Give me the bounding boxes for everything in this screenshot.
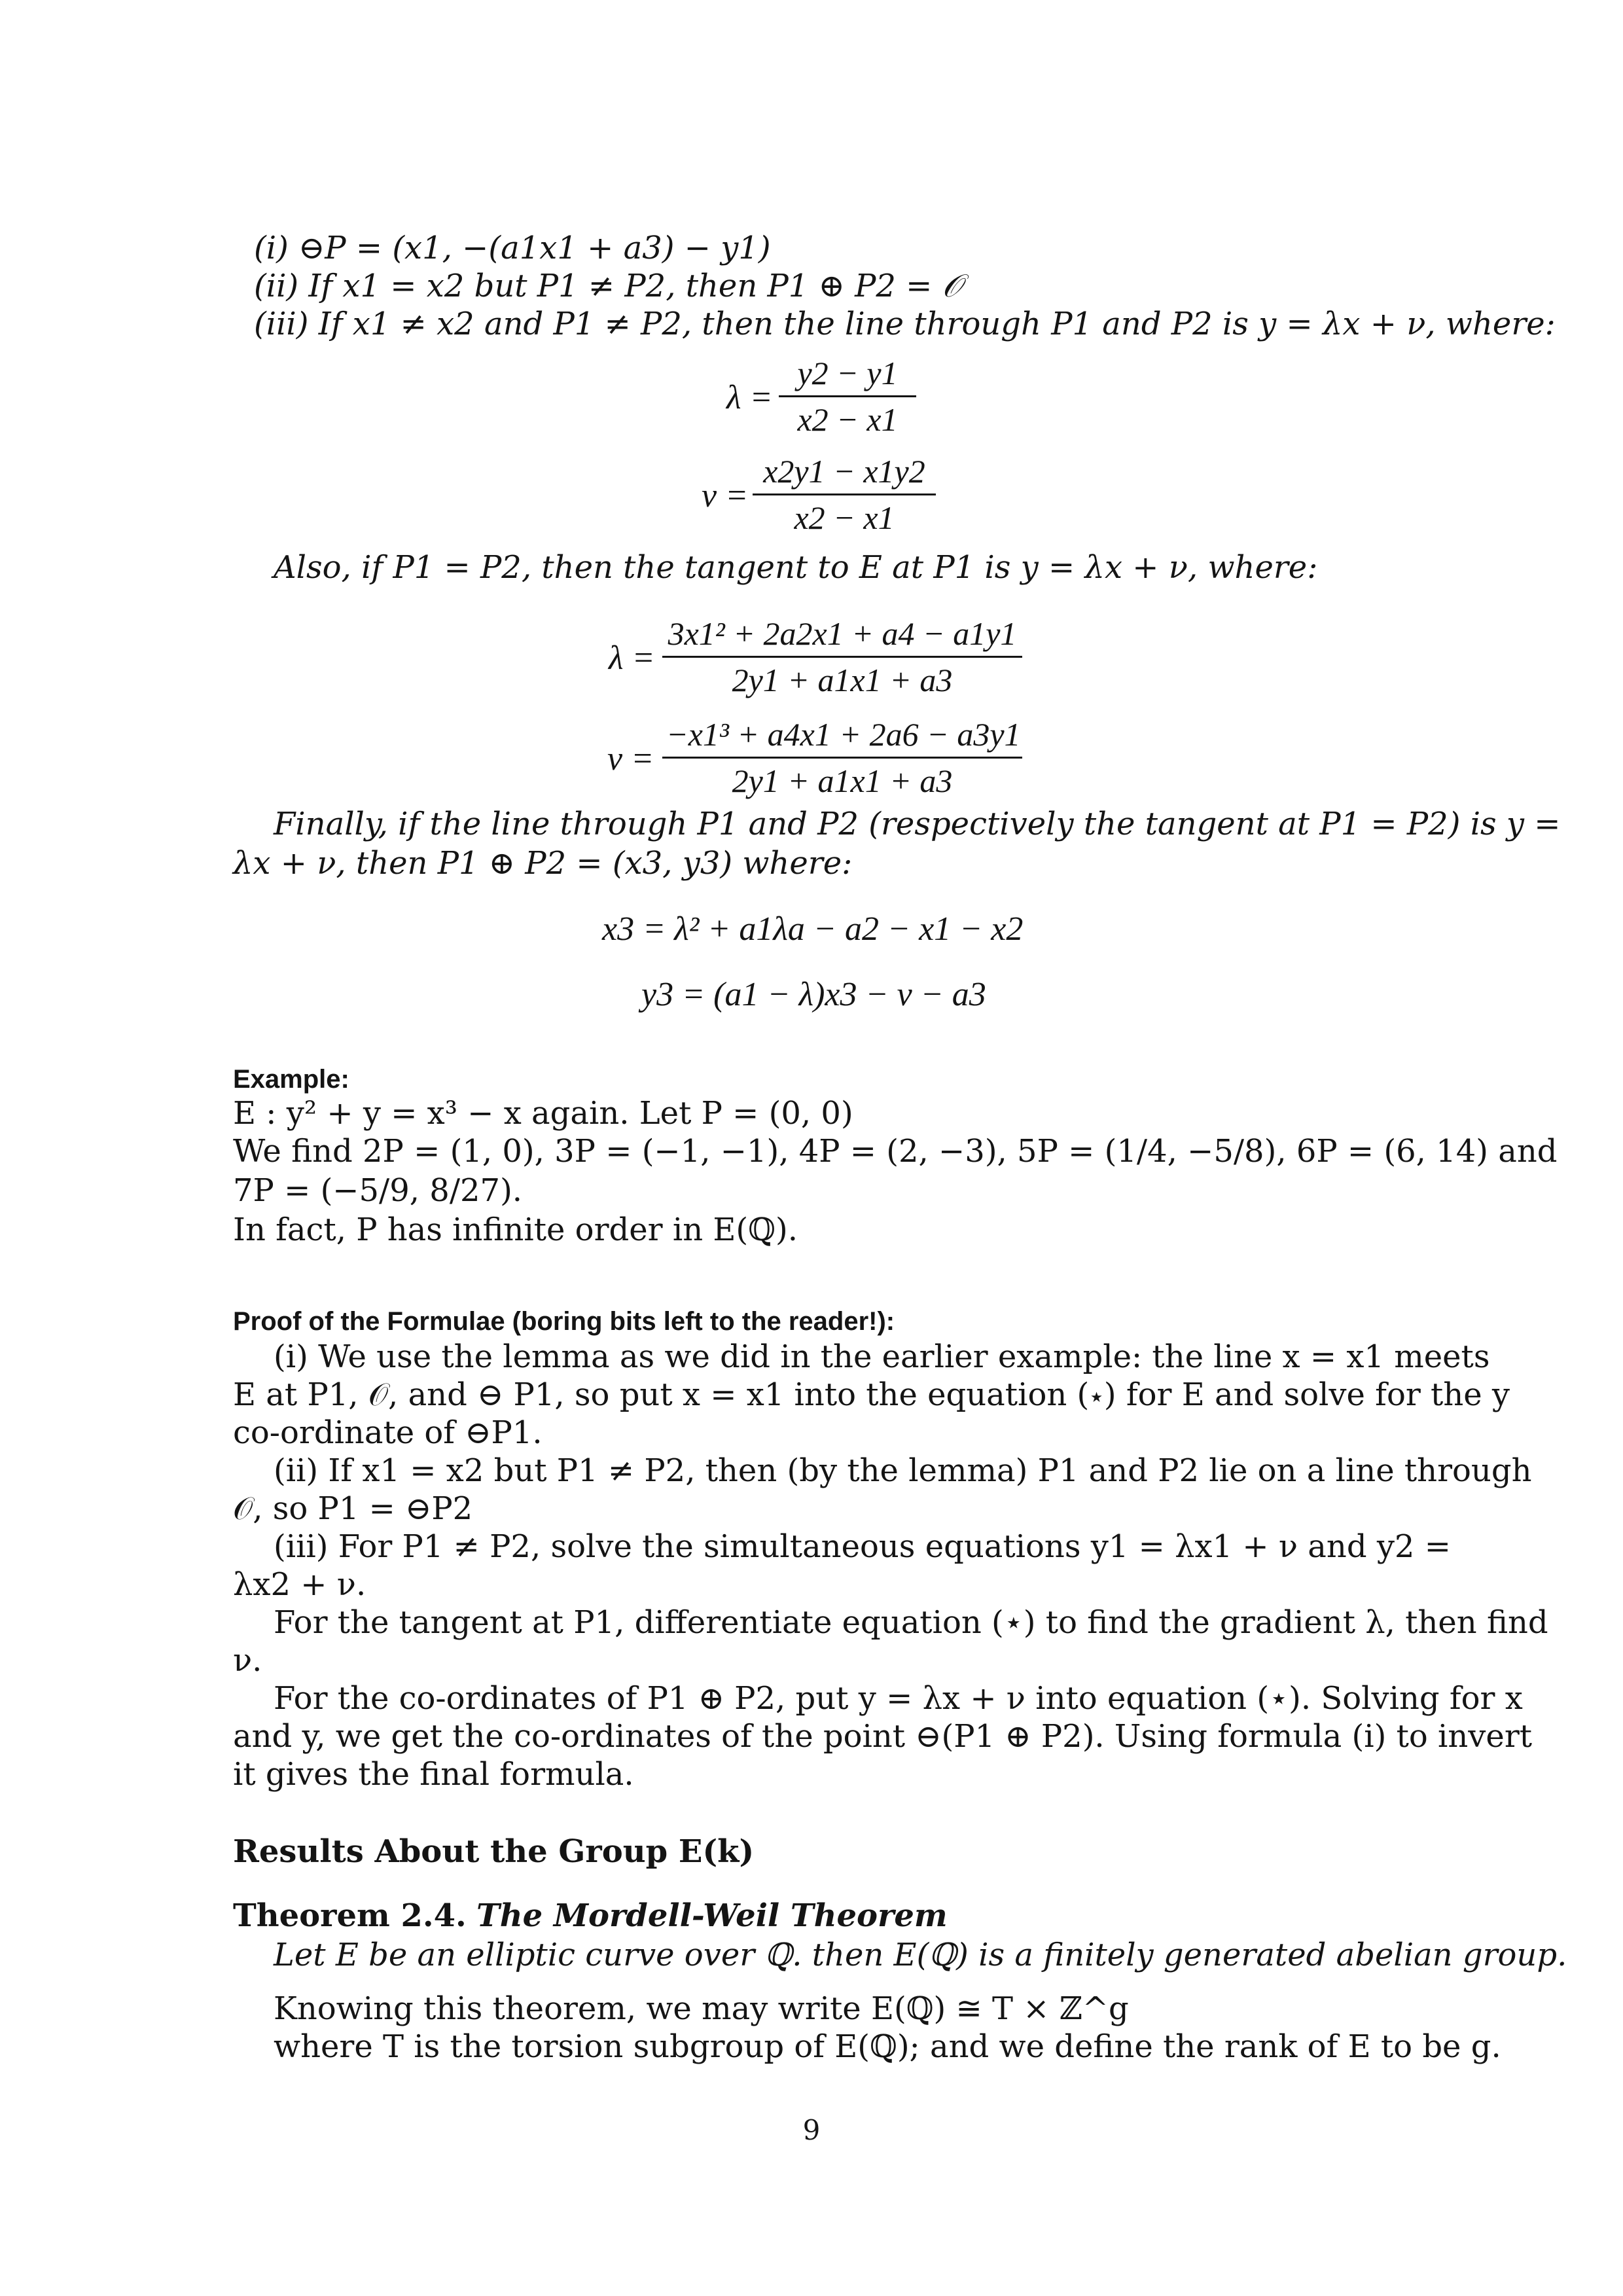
results-after-2: where T is the torsion subgroup of E(ℚ); and we define the rank of E to be g. xyxy=(274,2028,1501,2065)
proof-coords-line-3: it gives the final formula. xyxy=(233,1756,634,1793)
theorem-label: Theorem 2.4. xyxy=(233,1897,467,1934)
results-heading: Results About the Group E(k) xyxy=(233,1833,755,1870)
rule-i: (i) ⊖P = (x1, −(a1x1 + a3) − y1) xyxy=(254,230,771,266)
tangent-lambda-lhs: λ = xyxy=(609,639,655,677)
proof-i-line-2: E at P1, 𝒪, and ⊖ P1, so put x = x1 into the equation (⋆) for E and solve for the y xyxy=(233,1376,1510,1413)
theorem-name: The Mordell-Weil Theorem xyxy=(476,1897,948,1934)
tangent-nu-numerator: −x1³ + a4x1 + 2a6 − a3y1 xyxy=(662,715,1022,759)
tangent-lambda-numerator: 3x1² + 2a2x1 + a4 − a1y1 xyxy=(662,614,1022,658)
tangent-lambda-denominator: 2y1 + a1x1 + a3 xyxy=(732,662,953,698)
nu-denominator: x2 − x1 xyxy=(794,499,895,536)
nu-fraction xyxy=(753,452,936,537)
tangent-nu-fraction xyxy=(662,715,1022,800)
proof-ii-line-1: (ii) If x1 = x2 but P1 ≠ P2, then (by the lemma) P1 and P2 lie on a line through xyxy=(274,1452,1532,1489)
finally-line-2: λx + ν, then P1 ⊕ P2 = (x3, y3) where: xyxy=(233,845,853,882)
proof-i-line-1: (i) We use the lemma as we did in the earlier example: the line x = x1 meets xyxy=(274,1338,1490,1375)
proof-heading: Proof of the Formulae (boring bits left to the reader!): xyxy=(233,1307,895,1336)
lambda-denominator: x2 − x1 xyxy=(797,401,898,438)
y3-equation: y3 = (a1 − λ)x3 − ν − a3 xyxy=(641,976,986,1013)
example-heading: Example: xyxy=(233,1065,349,1094)
nu-numerator: x2y1 − x1y2 xyxy=(753,452,936,495)
example-curve: E : y² + y = x³ − x again. Let P = (0, 0) xyxy=(233,1095,853,1132)
proof-tangent-line-1: For the tangent at P1, differentiate equation (⋆) to find the gradient λ, then find xyxy=(274,1604,1548,1641)
proof-i-line-3: co-ordinate of ⊖P1. xyxy=(233,1414,543,1451)
nu-lhs: ν = xyxy=(702,477,749,514)
tangent-line-text: Also, if P1 = P2, then the tangent to E at P1 is y = λx + ν, where: xyxy=(274,549,1318,586)
rule-iii: (iii) If x1 ≠ x2 and P1 ≠ P2, then the line through P1 and P2 is y = λx + ν, where: xyxy=(254,306,1556,342)
tangent-lambda-fraction xyxy=(662,614,1022,700)
proof-ii-line-2: 𝒪, so P1 = ⊖P2 xyxy=(233,1490,473,1527)
lambda-lhs: λ = xyxy=(726,379,773,416)
example-multiples-1: We find 2P = (1, 0), 3P = (−1, −1), 4P = (2, −3), 5P = (1/4, −5/8), 6P = (6, 14) and xyxy=(233,1133,1558,1170)
lambda-numerator: y2 − y1 xyxy=(779,353,916,397)
x3-equation: x3 = λ² + a1λa − a2 − x1 − x2 xyxy=(602,910,1024,948)
example-multiples-2: 7P = (−5/9, 8/27). xyxy=(233,1172,523,1209)
theorem-statement: Let E be an elliptic curve over ℚ. then E(ℚ) is a finitely generated abelian group. xyxy=(274,1937,1567,1973)
proof-coords-line-1: For the co-ordinates of P1 ⊕ P2, put y = λx + ν into equation (⋆). Solving for x xyxy=(274,1680,1523,1717)
proof-iii-line-2: λx2 + ν. xyxy=(233,1566,366,1603)
rule-ii: (ii) If x1 = x2 but P1 ≠ P2, then P1 ⊕ P2 = 𝒪 xyxy=(254,268,962,304)
lambda-fraction xyxy=(779,353,916,439)
finally-line-1: Finally, if the line through P1 and P2 (respectively the tangent at P1 = P2) is y = xyxy=(274,806,1561,842)
results-after-1: Knowing this theorem, we may write E(ℚ) ≅ T × ℤ^g xyxy=(274,1990,1129,2027)
proof-tangent-line-2: ν. xyxy=(233,1642,262,1679)
example-conclusion: In fact, P has infinite order in E(ℚ). xyxy=(233,1211,798,1248)
proof-iii-line-1: (iii) For P1 ≠ P2, solve the simultaneous equations y1 = λx1 + ν and y2 = xyxy=(274,1528,1451,1565)
proof-coords-line-2: and y, we get the co-ordinates of the point ⊖(P1 ⊕ P2). Using formula (i) to invert xyxy=(233,1718,1533,1755)
theorem-title xyxy=(233,1897,948,1935)
tangent-nu-denominator: 2y1 + a1x1 + a3 xyxy=(732,762,953,799)
tangent-nu-lhs: ν = xyxy=(607,740,654,778)
page-number: 9 xyxy=(802,2114,821,2146)
